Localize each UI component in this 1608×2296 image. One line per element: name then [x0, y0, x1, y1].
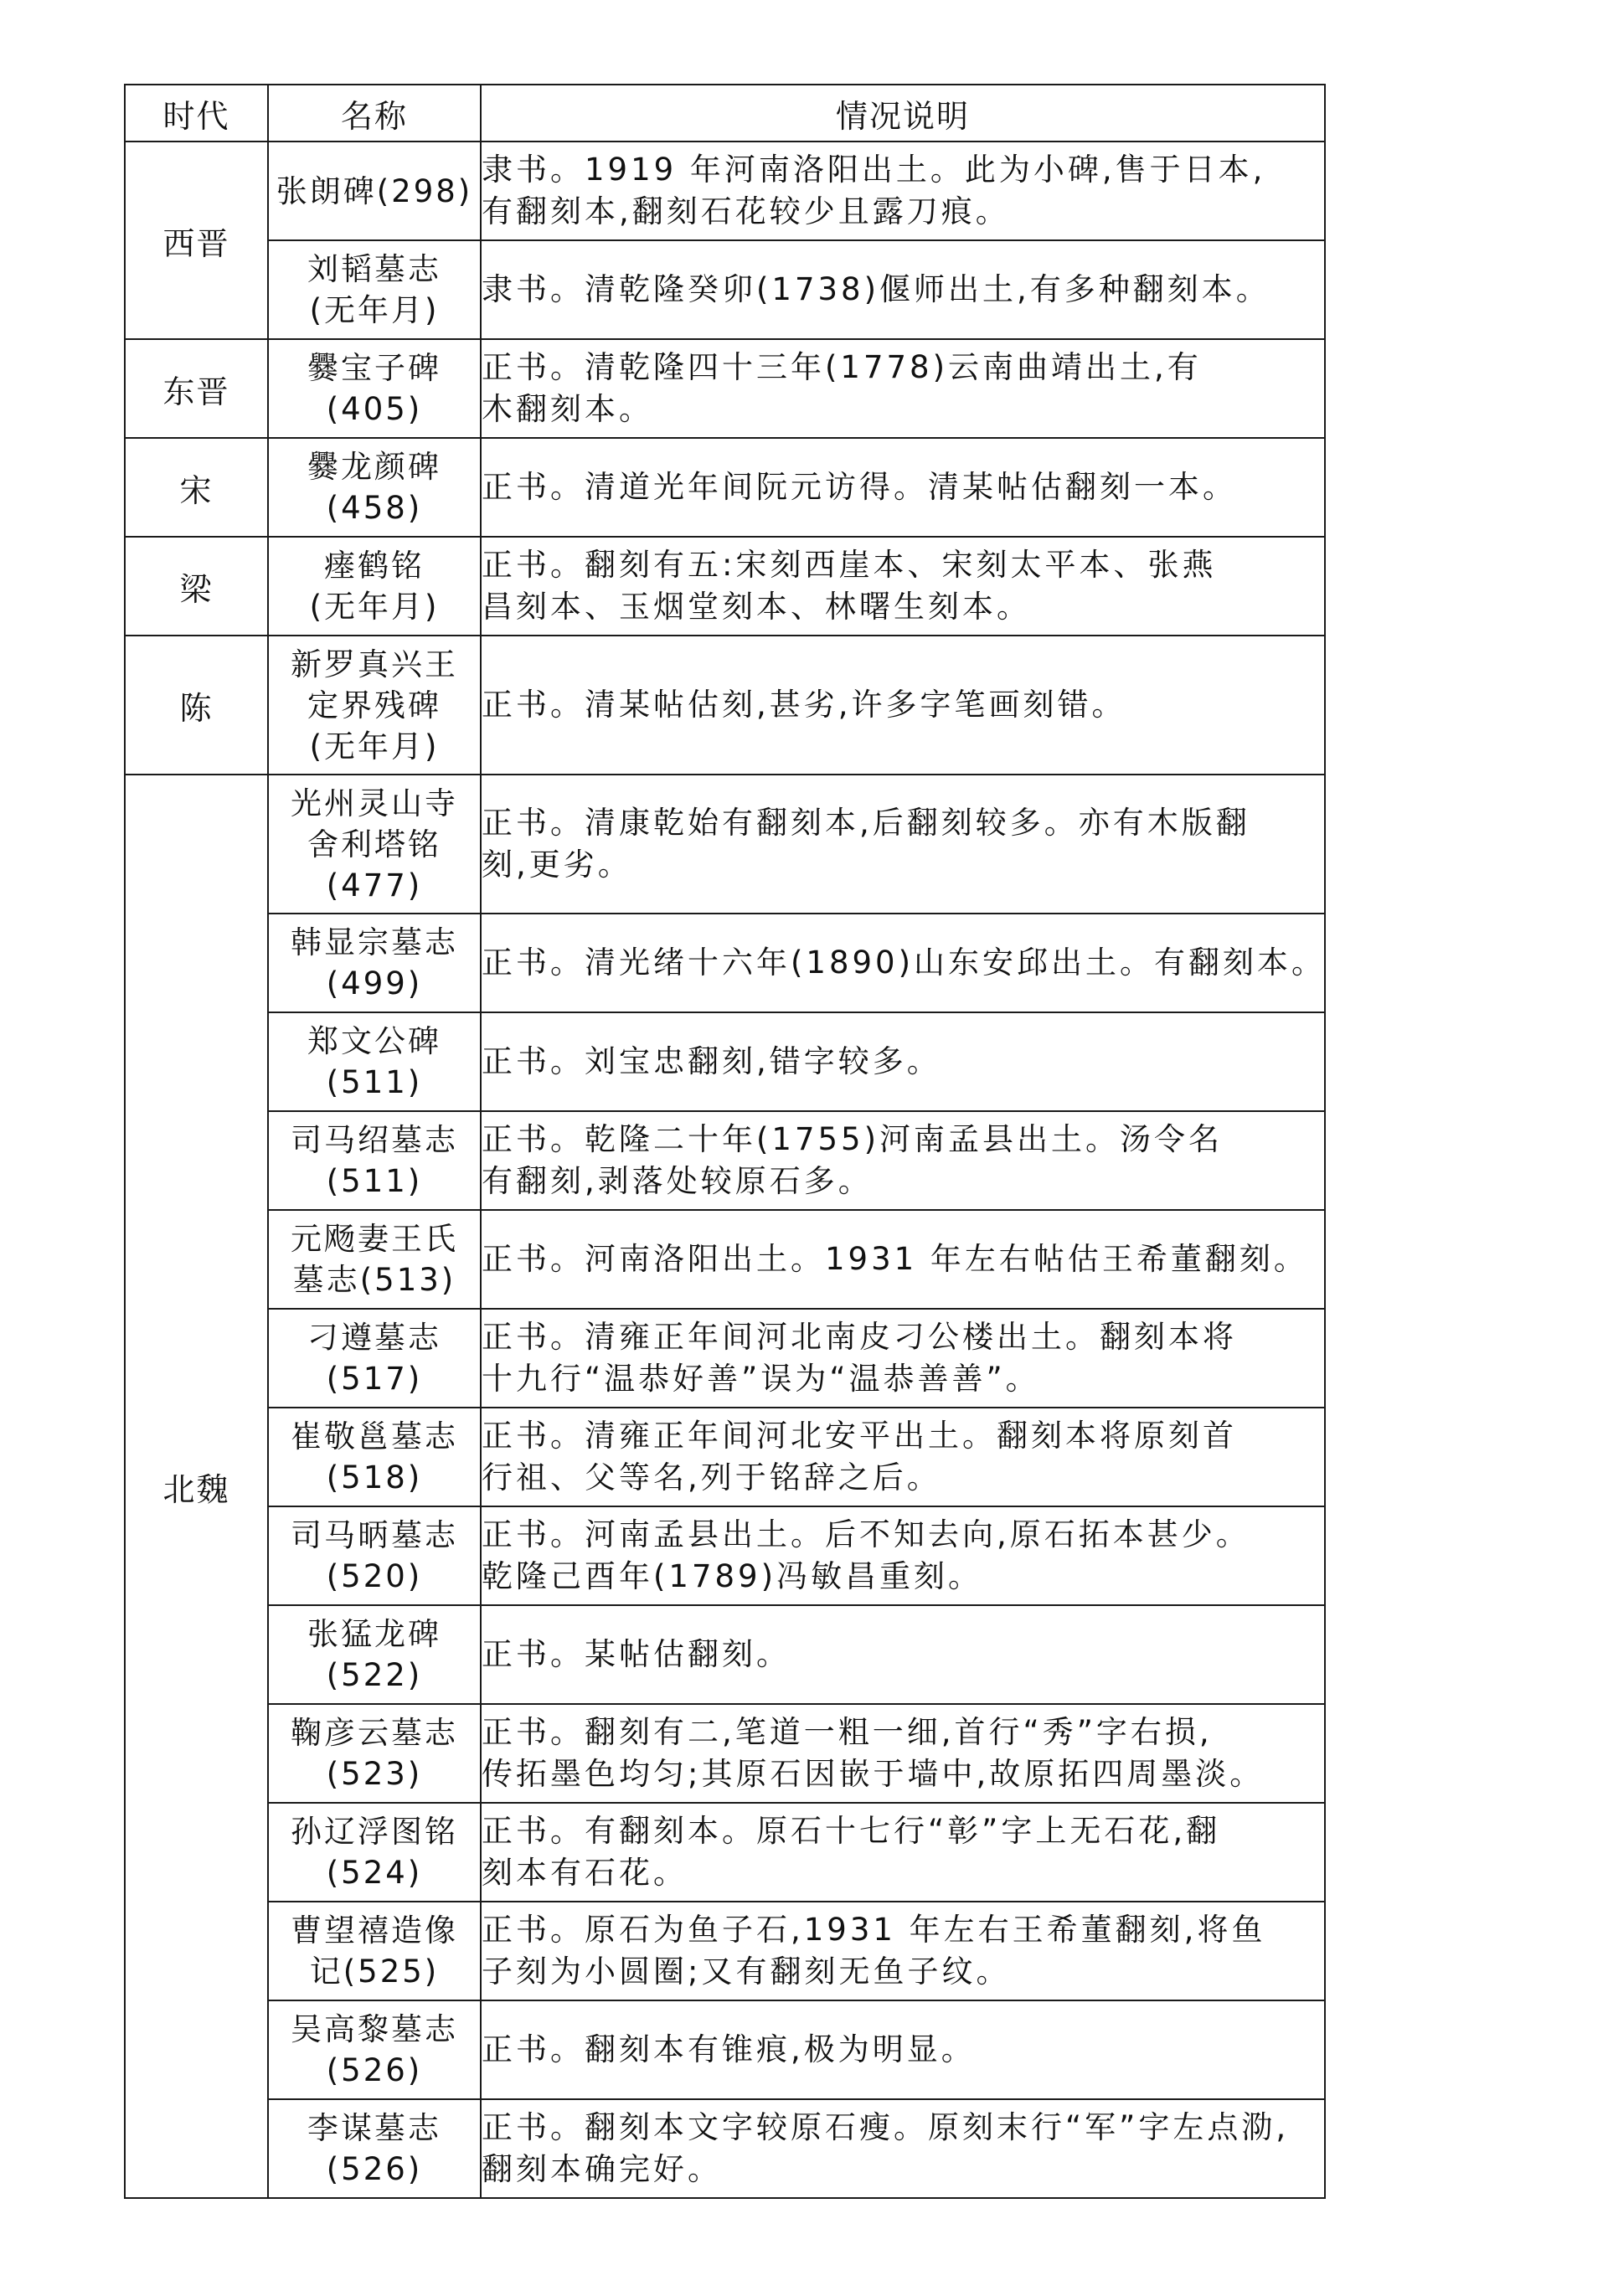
table-row	[125, 1111, 1325, 1210]
name-cell	[268, 2099, 481, 2198]
description-line: 有翻刻本,翻刻石花较少且露刀痕。	[482, 193, 1010, 229]
header-era: 时代	[125, 85, 268, 142]
table-row	[125, 914, 1325, 1012]
table-row	[125, 1408, 1325, 1506]
description-cell	[481, 1012, 1325, 1111]
table-row	[125, 142, 1325, 240]
description-line: 昌刻本、玉烟堂刻本、林曙生刻本。	[482, 589, 1031, 625]
description-cell	[481, 1704, 1325, 1803]
name-cell	[268, 1111, 481, 1210]
name-line: (520)	[326, 1558, 423, 1594]
table-row	[125, 636, 1325, 775]
description-line: 木翻刻本。	[482, 391, 653, 427]
era-cell: 梁	[125, 537, 268, 636]
table-row	[125, 1012, 1325, 1111]
description-cell	[481, 2099, 1325, 2198]
description-cell	[481, 1408, 1325, 1506]
name-line: (无年月)	[309, 728, 440, 764]
name-cell	[268, 142, 481, 240]
description-cell	[481, 1605, 1325, 1704]
name-line: 司马绍墓志	[291, 1122, 458, 1158]
description-cell	[481, 775, 1325, 914]
name-line: 李谋墓志	[307, 2110, 441, 2146]
description-line: 刻,更劣。	[482, 847, 632, 883]
description-cell	[481, 240, 1325, 339]
name-line: (405)	[326, 391, 423, 427]
name-line: 曹望禧造像	[291, 1912, 458, 1949]
table-row	[125, 339, 1325, 438]
name-line: (526)	[326, 2052, 423, 2088]
description-cell	[481, 1506, 1325, 1605]
description-line: 行祖、父等名,列于铭辞之后。	[482, 1459, 941, 1495]
name-cell	[268, 537, 481, 636]
table-row	[125, 1210, 1325, 1309]
description-line: 正书。清雍正年间河北南皮刁公楼出土。翻刻本将	[482, 1319, 1237, 1355]
era-cell: 陈	[125, 636, 268, 775]
name-line: 记(525)	[309, 1954, 440, 1990]
description-line: 乾隆己酉年(1789)冯敏昌重刻。	[482, 1558, 983, 1594]
name-cell	[268, 1506, 481, 1605]
description-line: 正书。原石为鱼子石,1931 年左右王希董翻刻,将鱼	[482, 1912, 1266, 1948]
name-cell	[268, 1803, 481, 1902]
header-description: 情况说明	[481, 85, 1325, 142]
header-row	[125, 85, 1325, 142]
name-line: 元飏妻王氏	[291, 1221, 458, 1257]
description-line: 刻本有石花。	[482, 1855, 688, 1891]
name-cell	[268, 1210, 481, 1309]
era-cell: 宋	[125, 438, 268, 537]
description-cell	[481, 142, 1325, 240]
description-line: 翻刻本确完好。	[482, 2151, 722, 2187]
name-line: (458)	[326, 490, 423, 526]
description-line: 正书。翻刻本有锥痕,极为明显。	[482, 2031, 976, 2067]
name-cell	[268, 339, 481, 438]
description-line: 隶书。1919 年河南洛阳出土。此为小碑,售于日本,	[482, 152, 1266, 188]
description-line: 隶书。清乾隆癸卯(1738)偃师出土,有多种翻刻本。	[482, 271, 1270, 307]
description-line: 正书。清光绪十六年(1890)山东安邱出土。有翻刻本。	[482, 945, 1327, 981]
name-line: (477)	[326, 867, 423, 903]
name-cell	[268, 1704, 481, 1803]
description-line: 正书。翻刻有二,笔道一粗一细,首行“秀”字右损,	[482, 1714, 1213, 1750]
name-cell	[268, 1309, 481, 1408]
description-cell	[481, 537, 1325, 636]
name-line: 吴高黎墓志	[291, 2011, 458, 2047]
description-line: 正书。有翻刻本。原石十七行“彰”字上无石花,翻	[482, 1813, 1221, 1849]
description-line: 正书。清雍正年间河北安平出土。翻刻本将原刻首	[482, 1418, 1237, 1454]
name-line: 新罗真兴王	[291, 646, 458, 682]
name-line: (523)	[326, 1756, 423, 1792]
description-cell	[481, 438, 1325, 537]
description-line: 正书。乾隆二十年(1755)河南孟县出土。汤令名	[482, 1121, 1224, 1157]
description-cell	[481, 636, 1325, 775]
name-cell	[268, 636, 481, 775]
table-row	[125, 1902, 1325, 2000]
description-line: 有翻刻,剥落处较原石多。	[482, 1163, 873, 1199]
description-line: 传拓墨色均匀;其原石因嵌于墙中,故原拓四周墨淡。	[482, 1756, 1265, 1792]
name-line: 崔敬邕墓志	[291, 1418, 458, 1454]
name-line: 张朗碑(298)	[276, 172, 473, 209]
name-line: 鞠彦云墓志	[291, 1715, 458, 1751]
name-line: 舍利塔铭	[307, 826, 441, 862]
description-cell	[481, 1111, 1325, 1210]
name-line: (无年月)	[309, 589, 440, 625]
name-line: (499)	[326, 965, 423, 1001]
name-line: (无年月)	[309, 292, 440, 328]
description-line: 正书。清康乾始有翻刻本,后翻刻较多。亦有木版翻	[482, 805, 1250, 841]
table-row	[125, 1704, 1325, 1803]
description-line: 正书。翻刻本文字较原石瘦。原刻末行“军”字左点泐,	[482, 2109, 1290, 2145]
table-row	[125, 1605, 1325, 1704]
name-cell	[268, 1408, 481, 1506]
header-name: 名称	[268, 85, 481, 142]
name-line: (518)	[326, 1459, 423, 1495]
name-line: 刁遵墓志	[307, 1320, 441, 1356]
name-cell	[268, 1902, 481, 2000]
name-line: 光州灵山寺	[291, 785, 458, 821]
name-line: 张猛龙碑	[307, 1616, 441, 1652]
description-line: 十九行“温恭好善”误为“温恭善善”。	[482, 1361, 1040, 1397]
description-line: 子刻为小圆圈;又有翻刻无鱼子纹。	[482, 1954, 1011, 1990]
name-cell	[268, 914, 481, 1012]
name-cell	[268, 1605, 481, 1704]
description-cell	[481, 1902, 1325, 2000]
name-line: 墓志(513)	[292, 1262, 456, 1298]
description-cell	[481, 914, 1325, 1012]
description-line: 正书。某帖估翻刻。	[482, 1636, 791, 1672]
description-cell	[481, 2000, 1325, 2099]
name-line: 郑文公碑	[307, 1023, 441, 1059]
era-cell: 北魏	[125, 775, 268, 2198]
description-cell	[481, 1309, 1325, 1408]
description-line: 正书。清乾隆四十三年(1778)云南曲靖出土,有	[482, 349, 1202, 385]
table-row	[125, 2000, 1325, 2099]
name-cell	[268, 240, 481, 339]
table-row	[125, 1803, 1325, 1902]
name-cell	[268, 775, 481, 914]
name-cell	[268, 2000, 481, 2099]
description-cell	[481, 339, 1325, 438]
description-line: 正书。翻刻有五:宋刻西崖本、宋刻太平本、张燕	[482, 547, 1217, 583]
name-line: (511)	[326, 1064, 423, 1100]
table-row	[125, 438, 1325, 537]
name-line: 定界残碑	[307, 687, 441, 723]
name-line: (526)	[326, 2151, 423, 2187]
description-line: 正书。清某帖估刻,甚劣,许多字笔画刻错。	[482, 687, 1126, 723]
name-line: (517)	[326, 1361, 423, 1397]
name-line: 刘韬墓志	[307, 251, 441, 287]
table-row	[125, 1309, 1325, 1408]
table-row	[125, 240, 1325, 339]
name-line: 爨龙颜碑	[307, 449, 441, 485]
description-line: 正书。河南洛阳出土。1931 年左右帖估王希董翻刻。	[482, 1241, 1308, 1277]
name-line: 韩显宗墓志	[291, 924, 458, 960]
name-line: 瘗鹤铭	[324, 548, 425, 584]
description-line: 正书。河南孟县出土。后不知去向,原石拓本甚少。	[482, 1516, 1250, 1552]
table-row	[125, 775, 1325, 914]
name-line: 爨宝子碑	[307, 350, 441, 386]
name-line: (524)	[326, 1855, 423, 1891]
description-cell	[481, 1210, 1325, 1309]
table-row	[125, 1506, 1325, 1605]
table-row	[125, 2099, 1325, 2198]
era-cell: 东晋	[125, 339, 268, 438]
name-line: 孙辽浮图铭	[291, 1814, 458, 1850]
description-line: 正书。刘宝忠翻刻,错字较多。	[482, 1043, 941, 1079]
name-line: (522)	[326, 1657, 423, 1693]
name-line: (511)	[326, 1163, 423, 1199]
era-cell: 西晋	[125, 142, 268, 339]
description-cell	[481, 1803, 1325, 1902]
name-cell	[268, 438, 481, 537]
name-cell	[268, 1012, 481, 1111]
rubbings-table	[124, 84, 1326, 2199]
description-line: 正书。清道光年间阮元访得。清某帖估翻刻一本。	[482, 469, 1237, 505]
table-row	[125, 537, 1325, 636]
name-line: 司马昞墓志	[291, 1517, 458, 1553]
